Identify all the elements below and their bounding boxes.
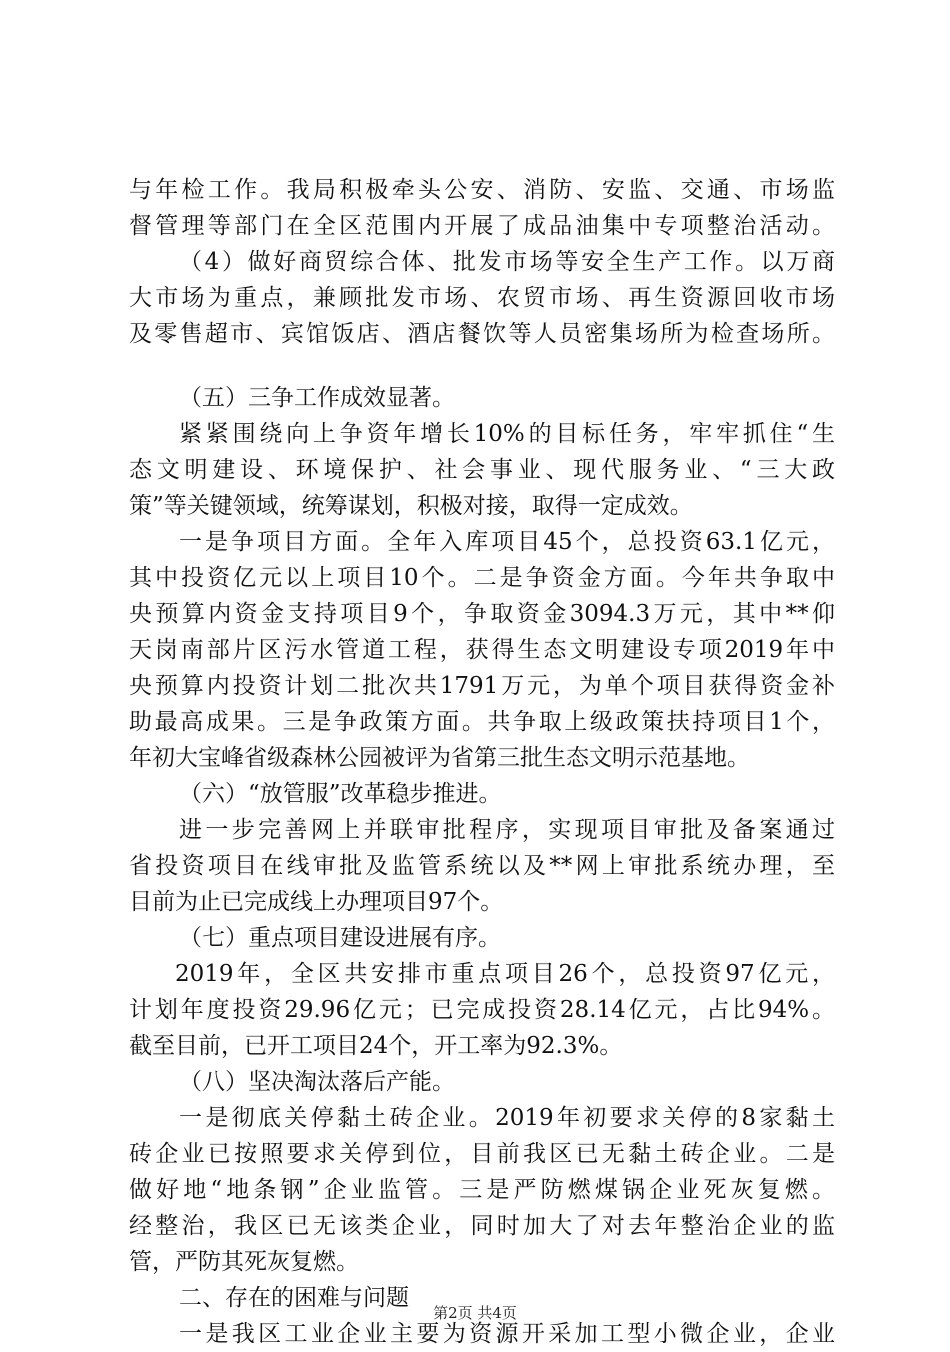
page-number: 第2页 共4页 [433,1304,517,1322]
text-line: 一是争项目方面。全年入库项目45个，总投资63.1亿元， [179,529,835,555]
text-line: 与年检工作。我局积极牵头公安、消防、安监、交通、市场监 [129,177,835,203]
text-line: 计划年度投资29.96亿元；已完成投资28.14亿元，占比94%。 [129,997,835,1023]
text-line: 年初大宝峰省级森林公园被评为省第三批生态文明示范基地。 [129,745,750,771]
document-body [129,172,835,1352]
text-line: 其中投资亿元以上项目10个。二是争资金方面。今年共争取中 [129,565,835,591]
text-line: 进一步完善网上并联审批程序，实现项目审批及备案通过 [179,817,835,843]
section-heading: （八）坚决淘汰落后产能。 [179,1069,455,1095]
text-line: 经整治，我区已无该类企业，同时加大了对去年整治企业的监 [129,1213,835,1239]
text-line: 及零售超市、宾馆饭店、酒店餐饮等人员密集场所为检查场所。 [129,321,835,347]
page-footer [0,1303,950,1323]
text-line: 省投资项目在线审批及监管系统以及**网上审批系统办理，至 [129,853,835,879]
text-line: 管，严防其死灰复燃。 [129,1249,359,1275]
text-line: 砖企业已按照要求关停到位，目前我区已无黏土砖企业。二是 [129,1141,835,1167]
text-line: 2019年，全区共安排市重点项目26个，总投资97亿元， [175,961,835,987]
text-line: 态文明建设、环境保护、社会事业、现代服务业、“三大政 [129,457,835,483]
text-line: 策”等关键领域，统筹谋划，积极对接，取得一定成效。 [129,493,693,519]
text-line: 一是彻底关停黏土砖企业。2019年初要求关停的8家黏土 [179,1105,835,1131]
text-line: 一是我区工业企业主要为资源开采加工型小微企业，企业 [179,1321,835,1347]
text-line: 助最高成果。三是争政策方面。共争取上级政策扶持项目1个， [129,709,835,735]
text-line: 督管理等部门在全区范围内开展了成品油集中专项整治活动。 [129,213,835,239]
text-line: 紧紧围绕向上争资年增长10%的目标任务，牢牢抓住“生 [179,421,835,447]
text-line: 目前为止已完成线上办理项目97个。 [129,889,504,915]
section-heading: （六）“放管服”改革稳步推进。 [179,781,502,807]
section-heading: （五）三争工作成效显著。 [179,385,455,411]
text-line: 央预算内投资计划二批次共1791万元，为单个项目获得资金补 [129,673,835,699]
section-heading: 二、存在的困难与问题 [179,1285,409,1311]
text-line: （4）做好商贸综合体、批发市场等安全生产工作。以万商 [179,249,835,275]
text-line: 大市场为重点，兼顾批发市场、农贸市场、再生资源回收市场 [129,285,835,311]
section-heading: （七）重点项目建设进展有序。 [179,925,501,951]
paragraph-gap [129,352,835,380]
text-line: 天岗南部片区污水管道工程，获得生态文明建设专项2019年中 [129,637,835,663]
text-line: 央预算内资金支持项目9个，争取资金3094.3万元，其中**仰 [129,601,835,627]
text-line: 截至目前，已开工项目24个，开工率为92.3%。 [129,1033,623,1059]
text-line: 做好地“地条钢”企业监管。三是严防燃煤锅企业死灰复燃。 [129,1177,835,1203]
